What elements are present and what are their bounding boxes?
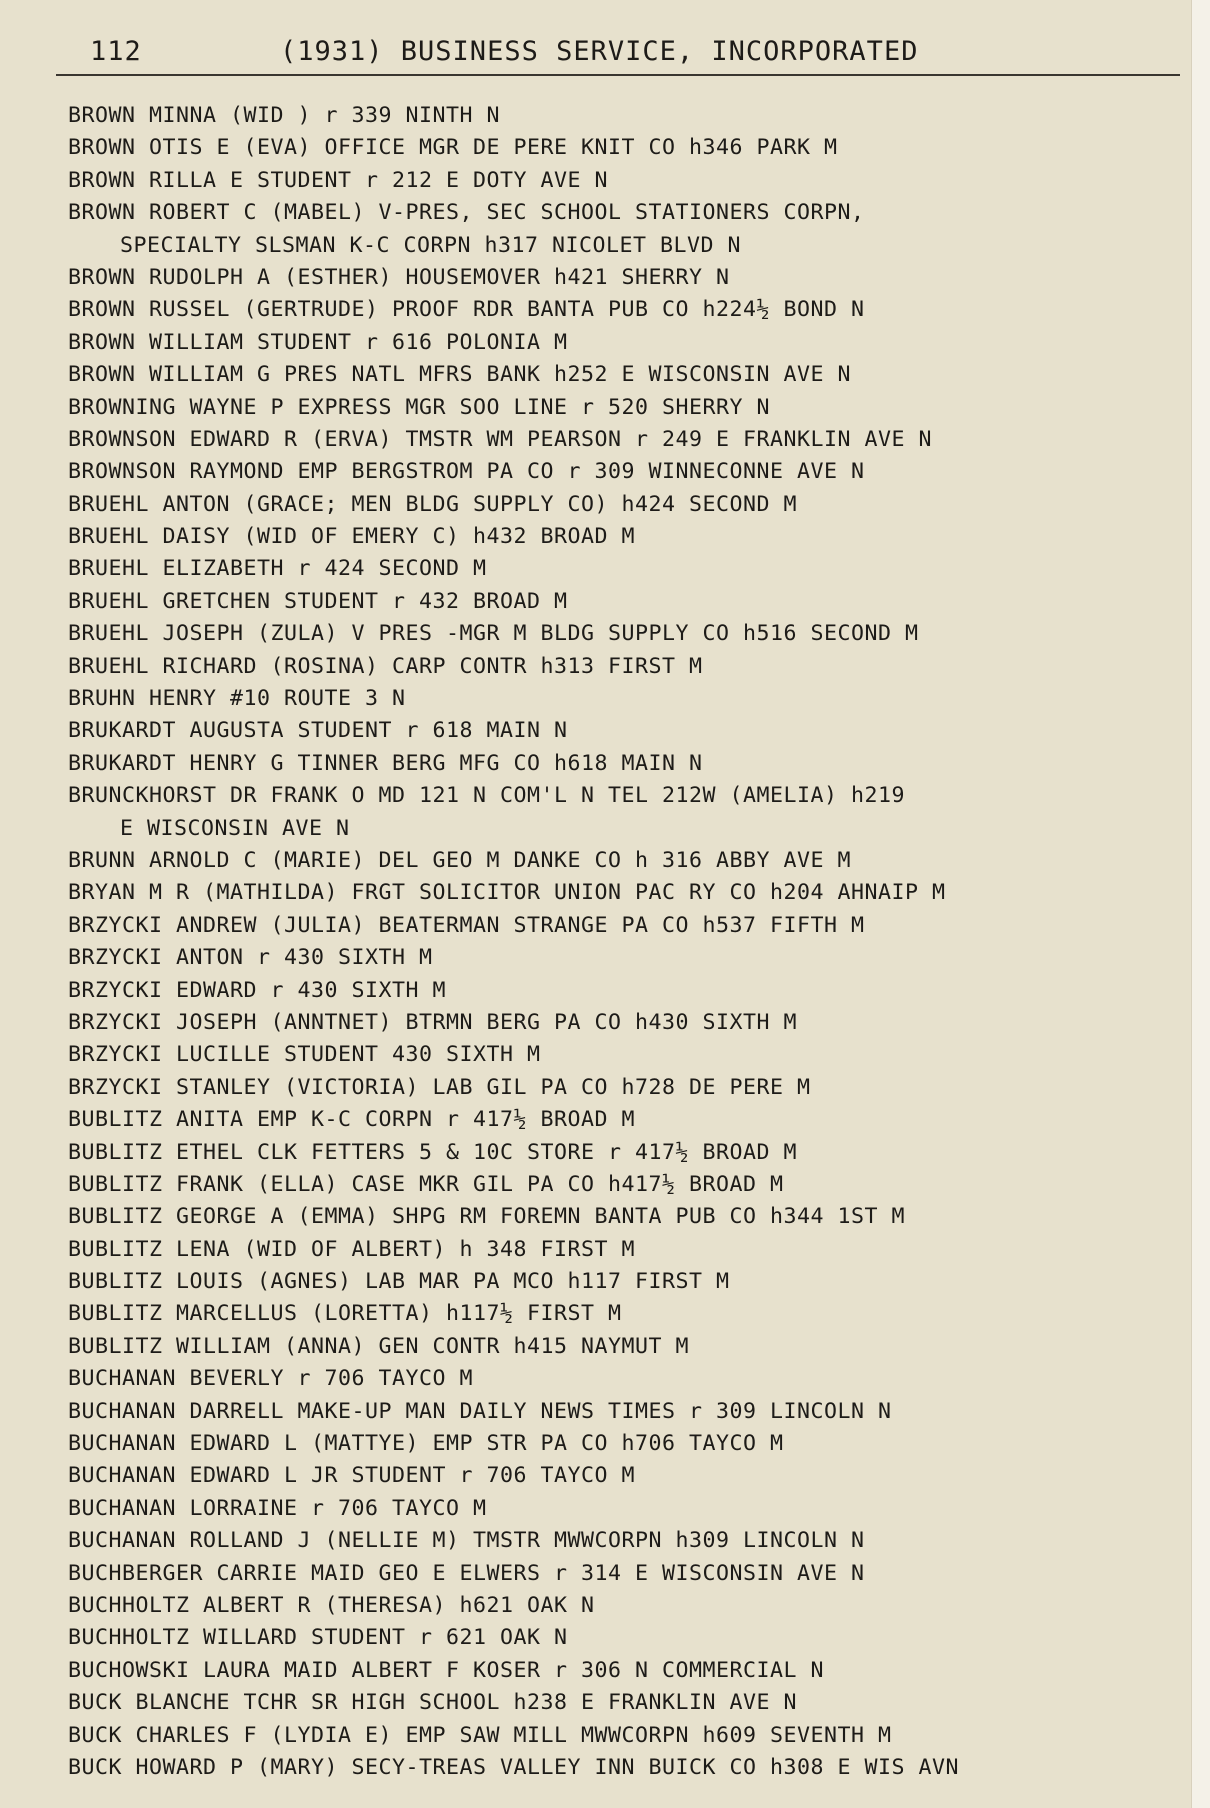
directory-entry: BROWN MINNA (WID ) r 339 NINTH N <box>68 103 501 128</box>
directory-entry: BUCHANAN EDWARD L JR STUDENT r 706 TAYCO M <box>68 1463 636 1489</box>
directory-entry: BROWNSON EDWARD R (ERVA) TMSTR WM PEARSON r 249 E FRANKLIN AVE N <box>68 426 933 452</box>
directory-entry: BRZYCKI EDWARD r 430 SIXTH M <box>68 977 447 1003</box>
directory-entry: BROWN WILLIAM STUDENT r 616 POLONIA M <box>68 329 568 355</box>
directory-entry: BRUEHL ANTON (GRACE; MEN BLDG SUPPLY CO) h424 SECOND M <box>68 491 798 517</box>
directory-entry: BRZYCKI ANDREW (JULIA) BEATERMAN STRANGE PA CO h537 FIFTH M <box>68 912 865 938</box>
directory-entry: BUCK HOWARD P (MARY) SECY-TREAS VALLEY INN BUICK CO h308 E WIS AVN <box>68 1754 960 1780</box>
directory-entry: BUBLITZ ANITA EMP K-C CORPN r 417½ BROAD M <box>68 1107 636 1133</box>
directory-entry: BRUHN HENRY #10 ROUTE 3 N <box>68 686 406 712</box>
directory-entry: BUBLITZ FRANK (ELLA) CASE MKR GIL PA CO h417½ BROAD M <box>68 1171 784 1197</box>
directory-entry: BROWN ROBERT C (MABEL) V-PRES, SEC SCHOOL STATIONERS CORPN, <box>68 200 865 226</box>
directory-entry: BRUKARDT HENRY G TINNER BERG MFG CO h618 MAIN N <box>68 750 703 776</box>
directory-entry-continuation: SPECIALTY SLSMAN K-C CORPN h317 NICOLET BLVD N <box>120 232 742 258</box>
directory-entry: BRZYCKI ANTON r 430 SIXTH M <box>68 945 433 971</box>
directory-entry: BUBLITZ MARCELLUS (LORETTA) h117½ FIRST M <box>68 1301 622 1327</box>
directory-entry: BUCHBERGER CARRIE MAID GEO E ELWERS r 314 E WISCONSIN AVE N <box>68 1560 865 1586</box>
directory-entry: BRUKARDT AUGUSTA STUDENT r 618 MAIN N <box>68 718 568 744</box>
directory-entry: BRZYCKI LUCILLE STUDENT 430 SIXTH M <box>68 1042 541 1068</box>
directory-entry: BUCHANAN DARRELL MAKE-UP MAN DAILY NEWS TIMES r 309 LINCOLN N <box>68 1398 892 1424</box>
directory-entry: BUBLITZ ETHEL CLK FETTERS 5 & 10C STORE r 417½ BROAD M <box>68 1139 798 1165</box>
directory-entry: BUCHANAN EDWARD L (MATTYE) EMP STR PA CO h706 TAYCO M <box>68 1431 784 1457</box>
directory-entry: BRUNN ARNOLD C (MARIE) DEL GEO M DANKE CO h 316 ABBY AVE M <box>68 847 852 873</box>
directory-entry: BRUNCKHORST DR FRANK O MD 121 N COM'L N TEL 212W (AMELIA) h219 <box>68 783 906 809</box>
directory-entry: BRUEHL DAISY (WID OF EMERY C) h432 BROAD M <box>68 524 636 550</box>
directory-entry: BRZYCKI JOSEPH (ANNTNET) BTRMN BERG PA CO h430 SIXTH M <box>68 1009 798 1035</box>
page-title: (1931) BUSINESS SERVICE, INCORPORATED <box>280 36 919 67</box>
directory-entry: BUCHANAN LORRAINE r 706 TAYCO M <box>68 1495 487 1521</box>
directory-entry: BRUEHL RICHARD (ROSINA) CARP CONTR h313 FIRST M <box>68 653 703 679</box>
directory-entry: BRUEHL JOSEPH (ZULA) V PRES -MGR M BLDG SUPPLY CO h516 SECOND M <box>68 621 919 647</box>
directory-entry: BUCHOWSKI LAURA MAID ALBERT F KOSER r 306 N COMMERCIAL N <box>68 1657 825 1683</box>
directory-entry: BUBLITZ LENA (WID OF ALBERT) h 348 FIRST M <box>68 1236 636 1262</box>
directory-entries <box>68 100 1186 1784</box>
directory-entry: BUCHHOLTZ ALBERT R (THERESA) h621 OAK N <box>68 1592 595 1618</box>
directory-entry: BUCK BLANCHE TCHR SR HIGH SCHOOL h238 E FRANKLIN AVE N <box>68 1690 798 1716</box>
directory-entry: BROWN WILLIAM G PRES NATL MFRS BANK h252 E WISCONSIN AVE N <box>68 362 852 388</box>
page-number: 112 <box>90 36 142 67</box>
directory-entry: BROWN OTIS E (EVA) OFFICE MGR DE PERE KNIT CO h346 PARK M <box>68 135 838 161</box>
directory-entry: BROWNSON RAYMOND EMP BERGSTROM PA CO r 309 WINNECONNE AVE N <box>68 459 865 485</box>
page-header <box>90 30 1160 72</box>
directory-entry: BROWN RUDOLPH A (ESTHER) HOUSEMOVER h421 SHERRY N <box>68 264 730 290</box>
directory-entry: BUCK CHARLES F (LYDIA E) EMP SAW MILL MWWCORPN h609 SEVENTH M <box>68 1722 892 1748</box>
directory-entry: BRZYCKI STANLEY (VICTORIA) LAB GIL PA CO h728 DE PERE M <box>68 1074 811 1100</box>
page-edge <box>1191 0 1210 1808</box>
directory-entry: BROWN RILLA E STUDENT r 212 E DOTY AVE N <box>68 167 609 193</box>
directory-entry: BUCHANAN BEVERLY r 706 TAYCO M <box>68 1366 474 1392</box>
directory-entry: BUCHHOLTZ WILLARD STUDENT r 621 OAK N <box>68 1625 568 1651</box>
directory-entry: BRUEHL GRETCHEN STUDENT r 432 BROAD M <box>68 588 568 614</box>
directory-entry: BRUEHL ELIZABETH r 424 SECOND M <box>68 556 487 582</box>
directory-entry: BROWN RUSSEL (GERTRUDE) PROOF RDR BANTA PUB CO h224½ BOND N <box>68 297 865 323</box>
directory-entry: BUBLITZ WILLIAM (ANNA) GEN CONTR h415 NAYMUT M <box>68 1333 690 1359</box>
directory-entry: BUCHANAN ROLLAND J (NELLIE M) TMSTR MWWCORPN h309 LINCOLN N <box>68 1528 865 1554</box>
directory-entry: BUBLITZ LOUIS (AGNES) LAB MAR PA MCO h117 FIRST M <box>68 1269 730 1295</box>
directory-entry: BROWNING WAYNE P EXPRESS MGR SOO LINE r 520 SHERRY N <box>68 394 771 420</box>
directory-entry: BUBLITZ GEORGE A (EMMA) SHPG RM FOREMN BANTA PUB CO h344 1ST M <box>68 1204 906 1230</box>
directory-entry-continuation: E WISCONSIN AVE N <box>120 815 350 841</box>
header-rule <box>56 74 1180 76</box>
directory-entry: BRYAN M R (MATHILDA) FRGT SOLICITOR UNION PAC RY CO h204 AHNAIP M <box>68 880 946 906</box>
